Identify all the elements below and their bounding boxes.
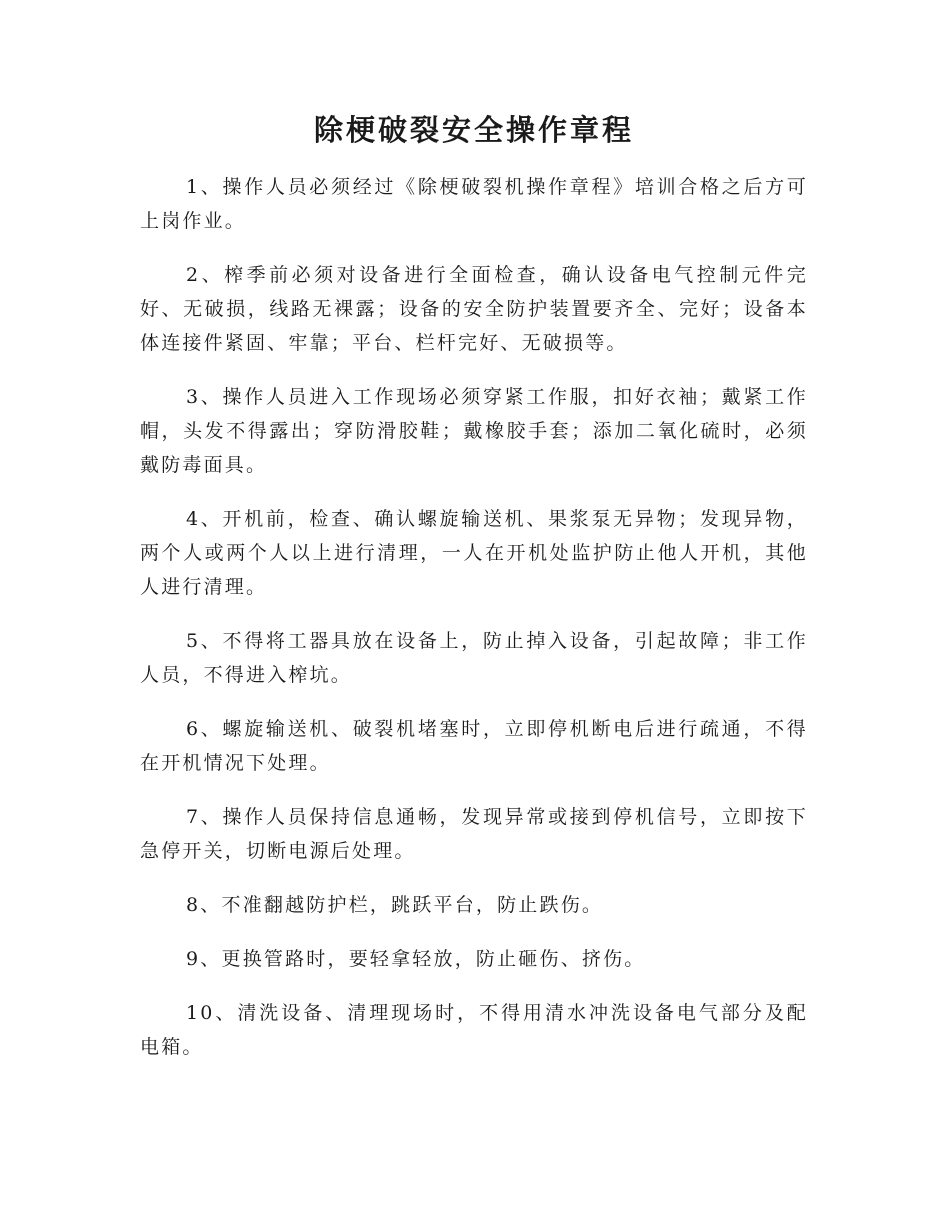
rule-item-5: 5、不得将工器具放在设备上，防止掉入设备，引起故障；非工作人员，不得进入榨坑。 — [140, 630, 808, 686]
rules-list — [140, 170, 808, 1064]
rule-item-6: 6、螺旋输送机、破裂机堵塞时，立即停机断电后进行疏通，不得在开机情况下处理。 — [140, 718, 808, 774]
rule-item-8: 8、不准翻越防护栏，跳跃平台，防止跌伤。 — [186, 894, 604, 916]
rule-item-7: 7、操作人员保持信息通畅，发现异常或接到停机信号，立即按下急停开关，切断电源后处理。 — [140, 806, 808, 862]
rule-item-1: 1、操作人员必须经过《除梗破裂机操作章程》培训合格之后方可上岗作业。 — [140, 176, 808, 232]
rule-item-2: 2、榨季前必须对设备进行全面检查，确认设备电气控制元件完好、无破损，线路无裸露；设备的安全防护装置要齐全、完好；设备本体连接件紧固、牢靠；平台、栏杆完好、无破损等。 — [140, 264, 808, 354]
rule-item-10: 10、清洗设备、清理现场时，不得用清水冲洗设备电气部分及配电箱。 — [140, 1002, 808, 1058]
rule-item-4: 4、开机前，检查、确认螺旋输送机、果浆泵无异物；发现异物，两个人或两个人以上进行清理，一人在开机处监护防止他人开机，其他人进行清理。 — [140, 508, 808, 598]
document-title: 除梗破裂安全操作章程 — [313, 113, 634, 147]
rule-item-3: 3、操作人员进入工作现场必须穿紧工作服，扣好衣袖；戴紧工作帽，头发不得露出；穿防滑胶鞋；戴橡胶手套；添加二氧化硫时，必须戴防毒面具。 — [140, 386, 808, 476]
rule-item-9: 9、更换管路时，要轻拿轻放，防止砸伤、挤伤。 — [186, 948, 646, 970]
